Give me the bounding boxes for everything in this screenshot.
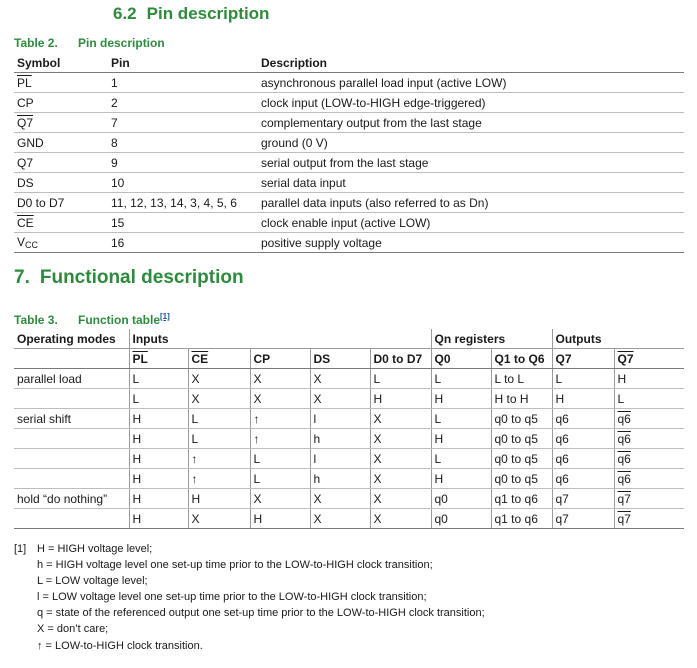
description-cell: ground (0 V) (258, 133, 684, 153)
value-cell: X (188, 509, 250, 529)
header-q7: Q7 (552, 349, 614, 369)
symbol-cell: $\overline{PL}$ (14, 73, 108, 93)
value-cell: q1 to q6 (491, 509, 552, 529)
value-cell: q6 (614, 429, 684, 449)
footnote-reference-link[interactable]: [1] (160, 312, 170, 321)
value-cell: H (431, 469, 491, 489)
table-row (14, 213, 684, 233)
pin-cell: 2 (108, 93, 258, 113)
header-d0-to-d7: D0 to D7 (370, 349, 431, 369)
value-cell: ↑ (250, 409, 310, 429)
mode-cell (14, 389, 129, 409)
value-cell: X (250, 389, 310, 409)
value-cell: L (552, 369, 614, 389)
value-cell: L (370, 369, 431, 389)
table-row (14, 489, 684, 509)
footnote-line: L = LOW voltage level; (37, 575, 148, 588)
value-cell: X (370, 429, 431, 449)
pin-cell: 9 (108, 153, 258, 173)
symbol-cell: D0 to D7 (14, 193, 108, 213)
header-q7-complement: Q7 (614, 349, 684, 369)
value-cell: q6 (552, 469, 614, 489)
section-number: 7. (14, 267, 30, 288)
symbol-cell: DS (14, 173, 108, 193)
mode-cell (14, 429, 129, 449)
value-cell: H (129, 489, 188, 509)
pin-cell: 15 (108, 213, 258, 233)
pin-cell: 8 (108, 133, 258, 153)
header-q1-to-q6: Q1 to Q6 (491, 349, 552, 369)
symbol-main: V (17, 235, 26, 249)
value-cell: q0 to q5 (491, 429, 552, 449)
mode-cell (14, 469, 129, 489)
mode-cell (14, 449, 129, 469)
description-cell: asynchronous parallel load input (active LOW) (258, 73, 684, 93)
footnote-line: l = LOW voltage level one set-up time prior to the LOW-to-HIGH clock transition; (37, 591, 427, 604)
section-7-heading (14, 267, 244, 289)
value-cell: X (250, 489, 310, 509)
value-cell: X (310, 369, 370, 389)
group-header-row (14, 329, 684, 349)
value-cell: H (129, 429, 188, 449)
header-ce: $\overline{CE}$ (188, 349, 250, 369)
table-title: Pin description (78, 36, 165, 50)
value-cell: H (431, 389, 491, 409)
value-cell: l (310, 409, 370, 429)
table-2-caption (14, 36, 165, 50)
value-cell: q7 (552, 509, 614, 529)
value-cell: X (188, 389, 250, 409)
table-row (14, 369, 684, 389)
value-cell: q7 (614, 489, 684, 509)
symbol-cell: $\overline{CE}$ (14, 213, 108, 233)
table-header-row (14, 53, 684, 73)
symbol-cell: Q7 (14, 153, 108, 173)
value-cell: H (431, 429, 491, 449)
value-cell: L (250, 449, 310, 469)
table-title: Function table (78, 313, 160, 327)
function-table (14, 329, 684, 529)
value-cell: H (370, 389, 431, 409)
pin-cell: 11, 12, 13, 14, 3, 4, 5, 6 (108, 193, 258, 213)
table-row (14, 193, 684, 213)
value-cell: q6 (614, 409, 684, 429)
table-label: Table 3. (14, 313, 58, 327)
footnote-line: X = don’t care; (37, 623, 109, 636)
pin-cell: 10 (108, 173, 258, 193)
value-cell: ↑ (250, 429, 310, 449)
symbol-cell: GND (14, 133, 108, 153)
footnote-mark: [1] (14, 543, 27, 555)
value-cell: q0 to q5 (491, 449, 552, 469)
value-cell: l (310, 449, 370, 469)
header-inputs: Inputs (129, 329, 431, 349)
value-cell: q6 (614, 469, 684, 489)
footnote-text: H = HIGH voltage level; (37, 543, 153, 555)
value-cell: X (188, 369, 250, 389)
section-title: Functional description (39, 267, 244, 288)
description-cell: serial data input (258, 173, 684, 193)
table-row (14, 113, 684, 133)
footnote-line: h = HIGH voltage level one set-up time prior to the LOW-to-HIGH clock transition; (37, 559, 433, 572)
value-cell: H (129, 469, 188, 489)
value-cell: X (310, 509, 370, 529)
header-symbol: Symbol (14, 53, 108, 73)
value-cell: X (370, 489, 431, 509)
header-ds: DS (310, 349, 370, 369)
value-cell: q6 (552, 449, 614, 469)
header-cp: CP (250, 349, 310, 369)
value-cell: L (188, 429, 250, 449)
value-cell: H (129, 409, 188, 429)
header-qn-registers: Qn registers (431, 329, 552, 349)
value-cell: H (129, 509, 188, 529)
description-cell: complementary output from the last stage (258, 113, 684, 133)
table-row (14, 173, 684, 193)
value-cell: L (614, 389, 684, 409)
header-blank (14, 349, 129, 369)
header-pin: Pin (108, 53, 258, 73)
mode-cell: serial shift (14, 409, 129, 429)
footnote-line (14, 541, 485, 557)
value-cell: H (614, 369, 684, 389)
description-cell: parallel data inputs (also referred to as Dn) (258, 193, 684, 213)
table-row (14, 93, 684, 113)
value-cell: H (188, 489, 250, 509)
value-cell: X (370, 409, 431, 429)
section-title: Pin description (146, 4, 270, 23)
value-cell: L (431, 369, 491, 389)
value-cell: L (129, 369, 188, 389)
value-cell: q6 (552, 409, 614, 429)
value-cell: L (431, 409, 491, 429)
value-cell: q1 to q6 (491, 489, 552, 509)
value-cell: h (310, 469, 370, 489)
value-cell: q0 to q5 (491, 469, 552, 489)
value-cell: q7 (614, 509, 684, 529)
header-outputs: Outputs (552, 329, 684, 349)
column-header-row (14, 349, 684, 369)
mode-cell: hold “do nothing” (14, 489, 129, 509)
symbol-cell: CP (14, 93, 108, 113)
table-row (14, 233, 684, 253)
value-cell: L (129, 389, 188, 409)
symbol-cell (14, 233, 108, 253)
table-row (14, 429, 684, 449)
value-cell: L to L (491, 369, 552, 389)
value-cell: H (552, 389, 614, 409)
table-row (14, 153, 684, 173)
symbol-cell: Q7 (14, 113, 108, 133)
value-cell: q7 (552, 489, 614, 509)
value-cell: H to H (491, 389, 552, 409)
value-cell: L (250, 469, 310, 489)
value-cell: H (129, 449, 188, 469)
value-cell: ↑ (188, 449, 250, 469)
mode-cell (14, 509, 129, 529)
header-operating-modes: Operating modes (14, 329, 129, 349)
value-cell: X (310, 389, 370, 409)
header-q0: Q0 (431, 349, 491, 369)
table-row (14, 449, 684, 469)
value-cell: h (310, 429, 370, 449)
table-label: Table 2. (14, 36, 58, 50)
value-cell: X (370, 449, 431, 469)
section-6-2-heading (113, 4, 269, 24)
value-cell: q0 (431, 489, 491, 509)
table-row (14, 509, 684, 529)
footnote-line: ↑ = LOW-to-HIGH clock transition. (37, 639, 203, 652)
table-row (14, 389, 684, 409)
value-cell: X (250, 369, 310, 389)
table-3-caption (14, 312, 170, 327)
description-cell: serial output from the last stage (258, 153, 684, 173)
table-row (14, 409, 684, 429)
description-cell: clock enable input (active LOW) (258, 213, 684, 233)
value-cell: H (250, 509, 310, 529)
description-cell: positive supply voltage (258, 233, 684, 253)
pin-cell: 1 (108, 73, 258, 93)
table-row (14, 469, 684, 489)
value-cell: ↑ (188, 469, 250, 489)
section-number: 6.2 (113, 4, 137, 23)
pin-description-table (14, 53, 684, 253)
mode-cell: parallel load (14, 369, 129, 389)
symbol-subscript: CC (25, 240, 39, 250)
value-cell: X (310, 489, 370, 509)
description-cell: clock input (LOW-to-HIGH edge-triggered) (258, 93, 684, 113)
value-cell: q6 (614, 449, 684, 469)
value-cell: q6 (552, 429, 614, 449)
footnote-line: q = state of the referenced output one set-up time prior to the LOW-to-HIGH clock transition; (37, 607, 485, 620)
value-cell: q0 (431, 509, 491, 529)
value-cell: X (370, 469, 431, 489)
header-description: Description (258, 53, 684, 73)
table-row (14, 73, 684, 93)
header-pl: $\overline{PL}$ (129, 349, 188, 369)
value-cell: L (431, 449, 491, 469)
pin-cell: 16 (108, 233, 258, 253)
value-cell: q0 to q5 (491, 409, 552, 429)
table-row (14, 133, 684, 153)
footnotes (14, 541, 485, 654)
value-cell: X (370, 509, 431, 529)
value-cell: L (188, 409, 250, 429)
pin-cell: 7 (108, 113, 258, 133)
